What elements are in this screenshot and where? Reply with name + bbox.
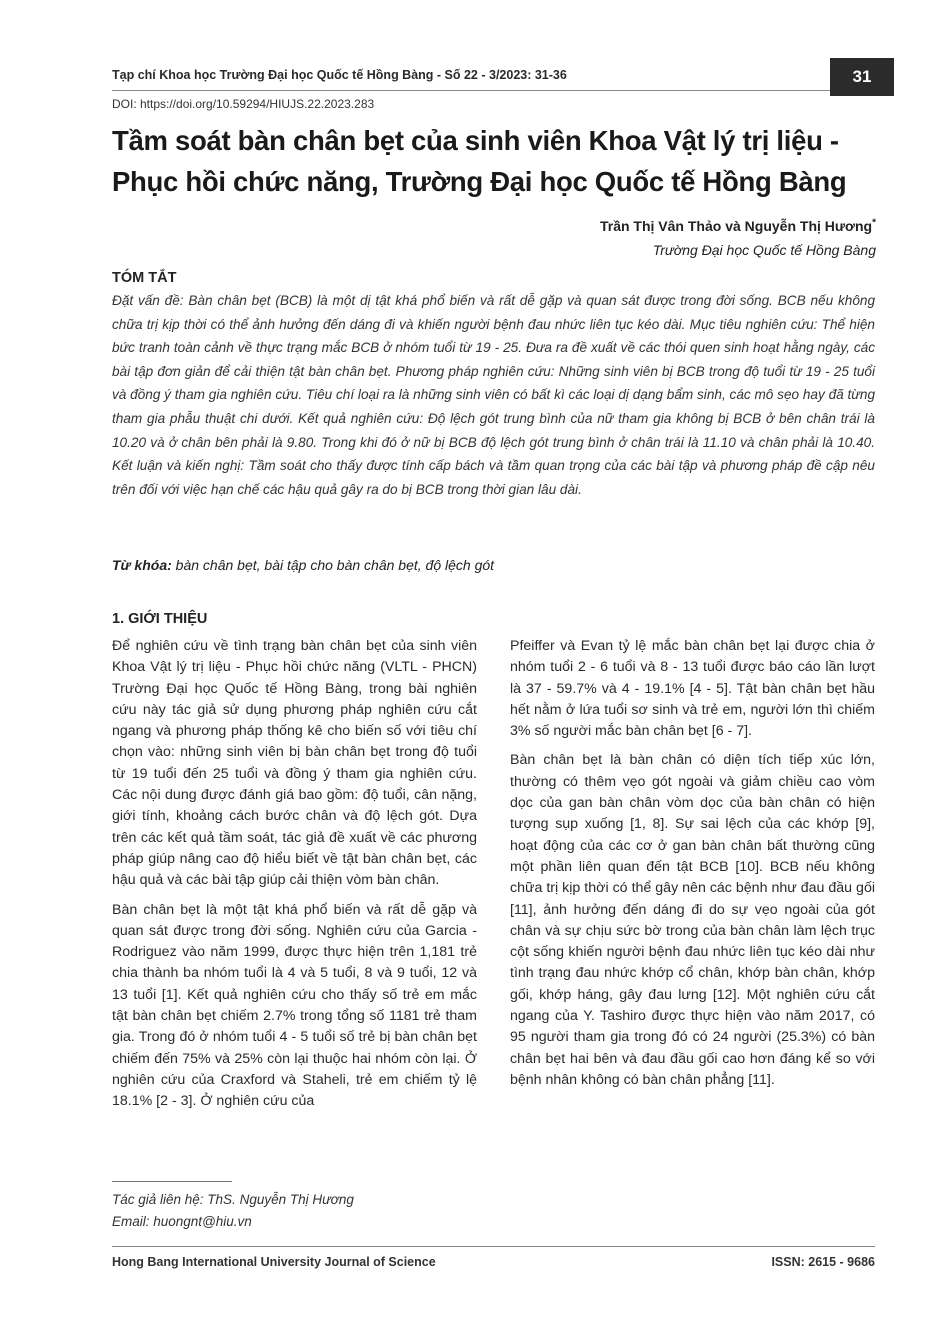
- paragraph: Bàn chân bẹt là một tật khá phổ biến và rất dễ gặp và quan sát được trong đời sống. Nghiên cứu của Garcia - Rodriguez vào năm 1999, được thực hiện trên 1,181 trẻ chia thành ba nhóm tuổi là 4 và 5 tuổi, 8 và 9 tuổi, 12 và 13 tuổi [1]. Kết quả nghiên cứu cho thấy số trẻ em mắc tật bàn chân bẹt chiếm 2.7% trong tổng số 1181 trẻ tham gia. Trong đó ở nhóm tuổi 4 - 5 tuổi số trẻ bị bàn chân bẹt chiếm đến 75% và 25% còn lại thuộc hai nhóm còn lại. Ở nghiên cứu của Craxford và Staheli, trẻ em chiếm tỷ lệ 18.1% [2 - 3]. Ở nghiên cứu của: [112, 901, 477, 1110]
- footer-divider: [112, 1246, 875, 1247]
- keywords-text: bàn chân bẹt, bài tập cho bàn chân bẹt, độ lệch gót: [171, 557, 495, 573]
- body-column-right: [510, 636, 875, 1099]
- page-number: 31: [830, 58, 894, 96]
- body-column-left: [112, 636, 477, 1121]
- journal-header: Tạp chí Khoa học Trường Đại học Quốc tế Hồng Bàng - Số 22 - 3/2023: 31-36: [112, 68, 567, 82]
- paragraph: Pfeiffer và Evan tỷ lệ mắc bàn chân bẹt lại được chia ở nhóm tuổi 2 - 6 tuổi và 8 - 13 tuổi được báo cáo lần lượt là 37 - 59.7% và 4 - 19.1% [4 - 5]. Tật bàn chân bẹt hầu hết nằm ở lứa tuổi sơ sinh và trẻ em, người lớn thì chiếm 3% số người mắc bàn chân bẹt [6 - 7].: [510, 638, 875, 740]
- paragraph: Để nghiên cứu về tình trạng bàn chân bẹt của sinh viên Khoa Vật lý trị liệu - Phục hồi chức năng (VLTL - PHCN) Trường Đại học Quốc tế Hồng Bàng, trong bài nghiên cứu này tác giả sử dụng phương pháp nghiên cứu cắt ngang và phương pháp thống kê cho biến số với tiêu chí chọn vào: những sinh viên bị bàn chân bẹt trong độ tuổi từ 19 tuổi đến 25 tuổi và đồng ý tham gia nghiên cứu. Các nội dung được đánh giá bao gồm: độ tuổi, cân nặng, giới tính, khoảng cách bước chân và độ lệch gót. Dựa trên các kết quả tầm soát, tác giả đề xuất về các phương pháp giúp nâng cao độ hiểu biết về tật bàn chân bẹt, các hậu quả và các bài tập giúp cải thiện vòm bàn chân.: [112, 638, 477, 889]
- keywords-label: Từ khóa:: [112, 557, 172, 573]
- keywords: [112, 557, 494, 573]
- author-email[interactable]: Email: huongnt@hiu.vn: [112, 1214, 252, 1229]
- author-list: [600, 218, 876, 234]
- footer-journal-name: Hong Bang International University Journal of Science: [112, 1255, 436, 1269]
- paragraph: Bàn chân bẹt là bàn chân có diện tích tiếp xúc lớn, thường có thêm vẹo gót ngoài và giảm chiều cao vòm dọc của gan bàn chân vòm dọc của bàn chân có hiện tượng sụp xuống [1, 8]. Sự sai lệch của các khớp [9], hoạt động của các cơ ở gan bàn chân bất thường cũng một phần liên quan đến tật BCB [10]. BCB nếu không chữa trị kịp thời có thể gây nên các bệnh như đau đầu gối [11], ảnh hưởng đến dáng đi do sự vẹo ngoài của gót chân và sự chịu sức bờ trong của bàn chân làm lệch trục cột sống khiến người bệnh đau nhức liên tục kéo dài như tình trạng đau nhức khớp cổ chân, khớp bàn chân, khớp gối, khớp háng, gây đau lưng [12]. Một nghiên cứu cắt ngang của Y. Tashiro được thực hiện vào năm 2017, có 95 người tham gia trong đó có 24 người (25.3%) có bàn chân bẹt hai bên và đau đầu gối cao hơn đáng kể so với bệnh nhân không có bàn chân phẳng [11].: [510, 752, 875, 1088]
- corresponding-author-note: Tác giả liên hệ: ThS. Nguyễn Thị Hương: [112, 1192, 354, 1207]
- doi-link[interactable]: DOI: https://doi.org/10.59294/HIUJS.22.2023.283: [112, 97, 375, 111]
- footnote-divider: [112, 1181, 232, 1182]
- abstract-body: Đặt vấn đề: Bàn chân bẹt (BCB) là một dị tật khá phổ biến và rất dễ gặp và quan sát được trong đời sống. BCB nếu không chữa trị kịp thời có thể ảnh hưởng đến dáng đi và khiến người bệnh đau nhức liên tục kéo dài. Mục tiêu nghiên cứu: Thể hiện bức tranh toàn cảnh về thực trạng mắc BCB ở nhóm tuổi từ 19 - 25. Đưa ra đề xuất về các thói quen sinh hoạt hằng ngày, các bài tập đơn giản để cải thiện tật bàn chân bẹt. Phương pháp nghiên cứu: Những sinh viên bị BCB trong độ tuổi từ 19 - 25 tuổi và đồng ý tham gia nghiên cứu. Tiêu chí loại ra là những sinh viên có bất kì các loại dị dạng bẩm sinh, các mô sẹo hay đã từng tham gia phẫu thuật chi dưới. Kết quả nghiên cứu: Độ lệch gót trung bình của nữ tham gia không bị BCB ở bên chân trái là 10.20 và ở chân bên phải là 9.80. Trong khi đó ở nữ bị BCB độ lệch gót trung bình ở chân trái là 11.10 và chân phải là 10.40. Kết luận và kiến nghị: Tầm soát cho thấy được tính cấp bách và tầm quan trọng của các bài tập và phương pháp đề cập nêu trên đối với việc hạn chế các hậu quả gây ra do bị BCB trong thời gian lâu dài.: [112, 293, 875, 497]
- author-affiliation: Trường Đại học Quốc tế Hồng Bàng: [652, 242, 876, 258]
- abstract-heading: TÓM TẮT: [112, 270, 177, 286]
- corresponding-author-mark: *: [872, 217, 876, 229]
- footer-issn: ISSN: 2615 - 9686: [771, 1255, 875, 1269]
- section-heading-introduction: 1. GIỚI THIỆU: [112, 611, 208, 627]
- authors-text: Trần Thị Vân Thảo và Nguyễn Thị Hương: [599, 218, 873, 234]
- article-title: Tầm soát bàn chân bẹt của sinh viên Khoa Vật lý trị liệu - Phục hồi chức năng, Trường Đại học Quốc tế Hồng Bàng: [112, 125, 847, 197]
- header-divider: [112, 90, 830, 91]
